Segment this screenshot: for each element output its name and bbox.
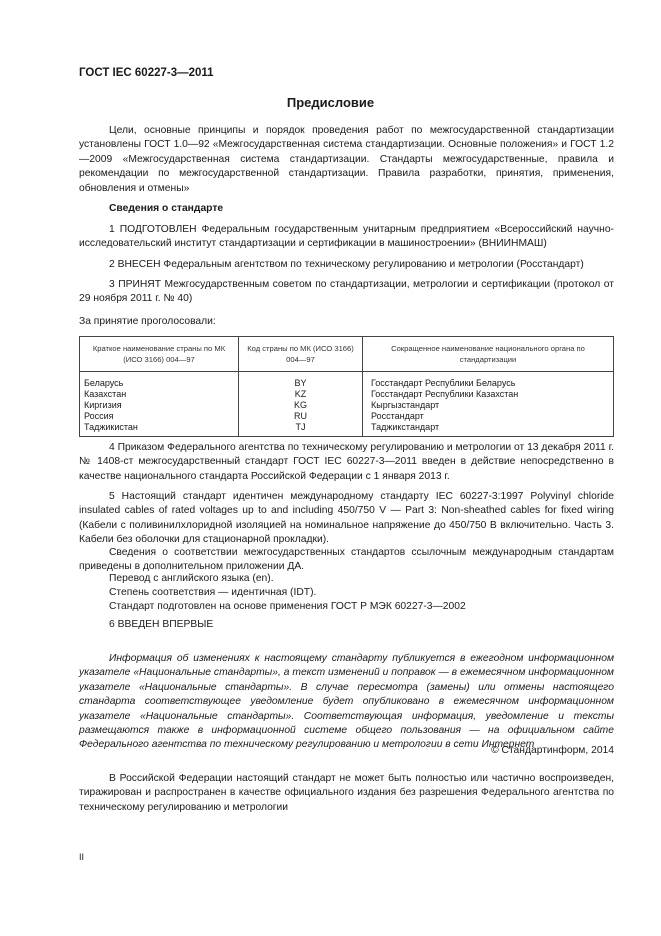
table-row xyxy=(80,422,614,437)
item-6: 6 ВВЕДЕН ВПЕРВЫЕ xyxy=(109,619,214,630)
item-5-degree: Степень соответствия — идентичная (IDT). xyxy=(109,587,317,598)
cell-body: Госстандарт Республики Беларусь xyxy=(363,372,614,390)
table-header-code: Код страны по МК (ИСО 3166) 004—97 xyxy=(239,337,363,372)
cell-body: Кыргызстандарт xyxy=(363,400,614,411)
cell-code: KZ xyxy=(239,389,363,400)
page-number: II xyxy=(79,852,85,862)
cell-body: Госстандарт Республики Казахстан xyxy=(363,389,614,400)
page-title: Предисловие xyxy=(286,95,375,110)
cell-code: BY xyxy=(239,372,363,390)
table-row xyxy=(80,411,614,422)
document-id: ГОСТ IEC 60227-3—2011 xyxy=(79,67,214,79)
item-2: 2 ВНЕСЕН Федеральным агентством по техническому регулированию и метрологии (Росстандарт) xyxy=(109,259,584,270)
cell-body: Таджикстандарт xyxy=(363,422,614,437)
table-row xyxy=(80,400,614,411)
cell-country: Беларусь xyxy=(80,372,239,390)
vote-table xyxy=(79,336,614,437)
cell-country: Россия xyxy=(80,411,239,422)
item-5-translation: Перевод с английского языка (en). xyxy=(109,573,274,584)
cell-country: Киргизия xyxy=(80,400,239,411)
cell-code: TJ xyxy=(239,422,363,437)
item-5-basis: Стандарт подготовлен на основе применения ГОСТ Р МЭК 60227-3—2002 xyxy=(109,601,466,612)
item-5-references: Сведения о соответствии межгосударственных стандартов ссылочным международным стандартам приведены в дополнительном приложении ДА. xyxy=(79,547,614,573)
cell-body: Росстандарт xyxy=(363,411,614,422)
cell-country: Казахстан xyxy=(80,389,239,400)
intro-paragraph: Цели, основные принципы и порядок проведения работ по межгосударственной стандартизации установлены ГОСТ 1.0—92 «Межгосударственная система стандартизации. Основные положения» и ГОСТ 1.2—2009 «Межгосударственная система стандартизации. Стандарты межгосударственные, правила и рекомендации по межгосударственной стандартизации. Правила разработки, принятия, применения, обновления и отмены» xyxy=(79,125,614,194)
item-5: 5 Настоящий стандарт идентичен международному стандарту IEC 60227-3:1997 Polyvinyl chloride insulated cables of rated voltages up to and including 450/750 V — Part 3: Non-sheathed cables for fixed wiring (Кабели с поливинилхлоридной изоляцией на номинальное напряжение до 450/750 В включительно. Часть 3. Кабели без оболочки для стационарной прокладки). xyxy=(79,491,614,546)
cell-code: KG xyxy=(239,400,363,411)
cell-country: Таджикистан xyxy=(80,422,239,437)
change-notice: Информация об изменениях к настоящему стандарту публикуется в ежегодном информационном указателе «Национальные стандарты», а текст изменений и поправок — в ежемесячном информационном указателе «Национальные стандарты». В случае пересмотра (замены) или отмены настоящего стандарта соответствующее уведомление будет опубликовано в ежемесячном информационном указателе «Национальные стандарты». Соответствующая информация, уведомление и тексты размещаются также в информационной системе общего пользования — на официальном сайте Федерального агентства по техническому регулированию и метрологии в сети Интернет xyxy=(79,653,614,751)
copyright-line: © Стандартинформ, 2014 xyxy=(491,745,614,756)
table-header-row xyxy=(80,337,614,372)
table-row xyxy=(80,372,614,390)
table-header-country: Краткое наименование страны по МК (ИСО 3166) 004—97 xyxy=(80,337,239,372)
table-header-body: Сокращенное наименование национального органа по стандартизации xyxy=(363,337,614,372)
legal-notice: В Российской Федерации настоящий стандарт не может быть полностью или частично воспроизведен, тиражирован и распространен в качестве официального издания без разрешения Федерального агентства по техническому регулированию и метрологии xyxy=(79,773,614,813)
item-3: 3 ПРИНЯТ Межгосударственным советом по стандартизации, метрологии и сертификации (протокол от 29 ноября 2011 г. № 40) xyxy=(79,279,614,305)
table-row xyxy=(80,389,614,400)
item-1: 1 ПОДГОТОВЛЕН Федеральным государственным унитарным предприятием «Всероссийский научно-исследовательский институт стандартизации и сертификации в машиностроении» (ВНИИНМАШ) xyxy=(79,224,614,250)
item-4: 4 Приказом Федерального агентства по техническому регулированию и метрологии от 13 декабря 2011 г. № 1408-ст межгосударственный стандарт ГОСТ IEC 60227-3—2011 введен в действие непосредственно в качестве национального стандарта Российской Федерации с 1 января 2013 г. xyxy=(79,442,614,482)
cell-code: RU xyxy=(239,411,363,422)
section-heading: Сведения о стандарте xyxy=(109,203,224,214)
vote-intro: За принятие проголосовали: xyxy=(79,316,216,327)
